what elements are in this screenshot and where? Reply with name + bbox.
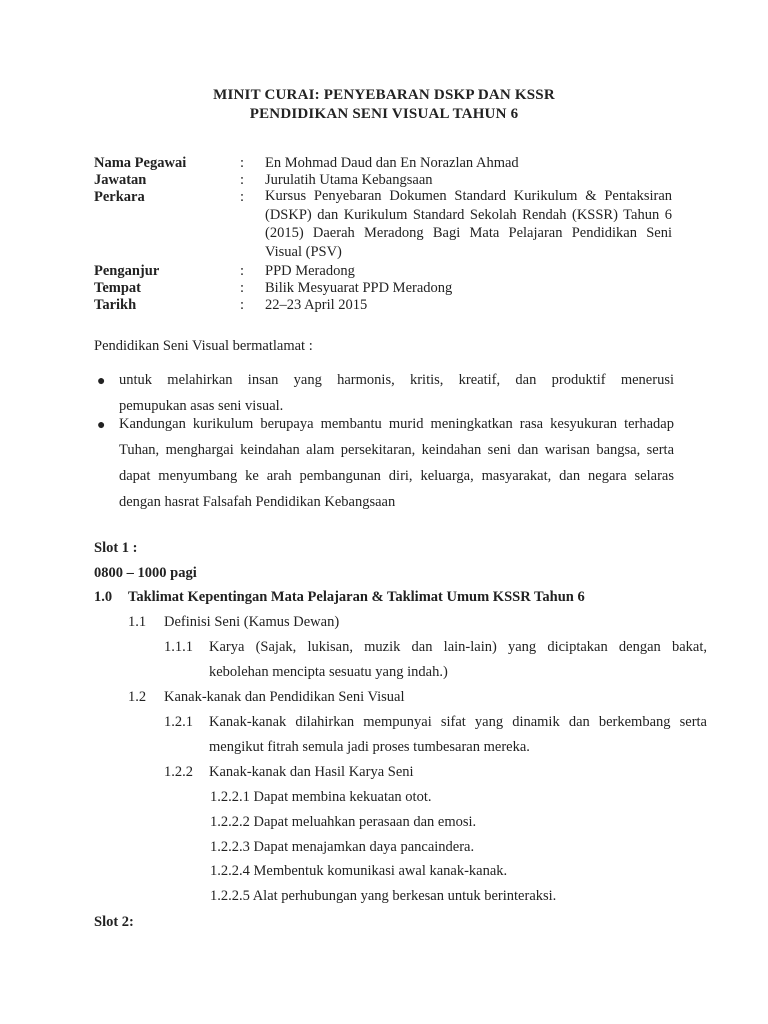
section-1-2-2-2: 1.2.2.2 Dapat meluahkan perasaan dan emosi. xyxy=(210,814,477,830)
section-1-2-2-4: 1.2.2.4 Membentuk komunikasi awal kanak-kanak. xyxy=(210,863,508,879)
section-1-1-1-line-2: kebolehan mencipta sesuatu yang indah.) xyxy=(209,664,448,680)
section-1-2-2-text: Kanak-kanak dan Hasil Karya Seni xyxy=(209,764,414,780)
section-1-0-title: Taklimat Kepentingan Mata Pelajaran & Taklimat Umum KSSR Tahun 6 xyxy=(128,589,585,605)
bullet-icon: ● xyxy=(97,418,106,433)
perkara-value: Kursus Penyebaran Dokumen Standard Kurikulum & Pentaksiran (DSKP) dan Kurikulum Standard Sekolah Rendah (KSSR) Tahun 6 (2015) Daerah Meradong Bagi Mata Pelajaran Pendidikan Seni Visual (PSV) xyxy=(265,188,672,261)
nama-pegawai-label: Nama Pegawai xyxy=(94,155,187,171)
jawatan-value: Jurulatih Utama Kebangsaan xyxy=(265,172,433,188)
slot-1-label: Slot 1 : xyxy=(94,540,138,556)
section-1-2-1-line-2: mengikut fitrah semula jadi proses tumbesaran mereka. xyxy=(209,739,530,755)
section-1-2-2-1: 1.2.2.1 Dapat membina kekuatan otot. xyxy=(210,789,432,805)
intro-text: Pendidikan Seni Visual bermatlamat : xyxy=(94,338,313,354)
slot-2-label: Slot 2: xyxy=(94,914,134,930)
jawatan-label: Jawatan xyxy=(94,172,147,188)
section-1-2-2-3: 1.2.2.3 Dapat menajamkan daya pancaindera. xyxy=(210,839,475,855)
perkara-colon: : xyxy=(240,189,245,205)
tarikh-value: 22–23 April 2015 xyxy=(265,297,368,313)
tempat-value: Bilik Mesyuarat PPD Meradong xyxy=(265,280,453,296)
section-1-2-number: 1.2 xyxy=(128,689,147,705)
jawatan-colon: : xyxy=(240,172,245,188)
slot-1-time: 0800 – 1000 pagi xyxy=(94,565,197,581)
section-1-2-2-5: 1.2.2.5 Alat perhubungan yang berkesan untuk berinteraksi. xyxy=(210,888,557,904)
section-1-1-1-line-1: Karya (Sajak, lukisan, muzik dan lain-lain) yang diciptakan dengan bakat, xyxy=(209,639,707,655)
section-1-2-1-number: 1.2.1 xyxy=(164,714,193,730)
section-1-2-1-line-1: Kanak-kanak dilahirkan mempunyai sifat yang dinamik dan berkembang serta xyxy=(209,714,707,730)
nama-pegawai-value: En Mohmad Daud dan En Norazlan Ahmad xyxy=(265,155,519,171)
document-title-line-1: MINIT CURAI: PENYEBARAN DSKP DAN KSSR xyxy=(213,87,555,103)
penganjur-colon: : xyxy=(240,263,245,279)
section-1-2-2-number: 1.2.2 xyxy=(164,764,193,780)
bullet-2-text: Kandungan kurikulum berupaya membantu murid meningkatkan rasa kesyukuran terhadap Tuhan, menghargai keindahan alam persekitaran, keindahan seni dan warisan bangsa, serta dapat menyumbang ke arah pembangunan diri, keluarga, masyarakat, dan negara selaras dengan hasrat Falsafah Pendidikan Kebangsaan xyxy=(119,416,674,510)
perkara-label: Perkara xyxy=(94,189,145,205)
penganjur-label: Penganjur xyxy=(94,263,160,279)
tarikh-colon: : xyxy=(240,297,245,313)
section-1-2-text: Kanak-kanak dan Pendidikan Seni Visual xyxy=(164,689,405,705)
document-title-line-2: PENDIDIKAN SENI VISUAL TAHUN 6 xyxy=(249,106,519,122)
bullet-1-line-2: pemupukan asas seni visual. xyxy=(119,398,284,414)
section-1-1-text: Definisi Seni (Kamus Dewan) xyxy=(164,614,340,630)
bullet-icon: ● xyxy=(97,374,106,389)
tarikh-label: Tarikh xyxy=(94,297,137,313)
tempat-label: Tempat xyxy=(94,280,141,296)
section-1-0-number: 1.0 xyxy=(94,589,113,605)
bullet-1-line-1: untuk melahirkan insan yang harmonis, kritis, kreatif, dan produktif menerusi xyxy=(119,372,674,388)
nama-pegawai-colon: : xyxy=(240,155,245,171)
tempat-colon: : xyxy=(240,280,245,296)
penganjur-value: PPD Meradong xyxy=(265,263,355,279)
section-1-1-number: 1.1 xyxy=(128,614,147,630)
section-1-1-1-number: 1.1.1 xyxy=(164,639,193,655)
